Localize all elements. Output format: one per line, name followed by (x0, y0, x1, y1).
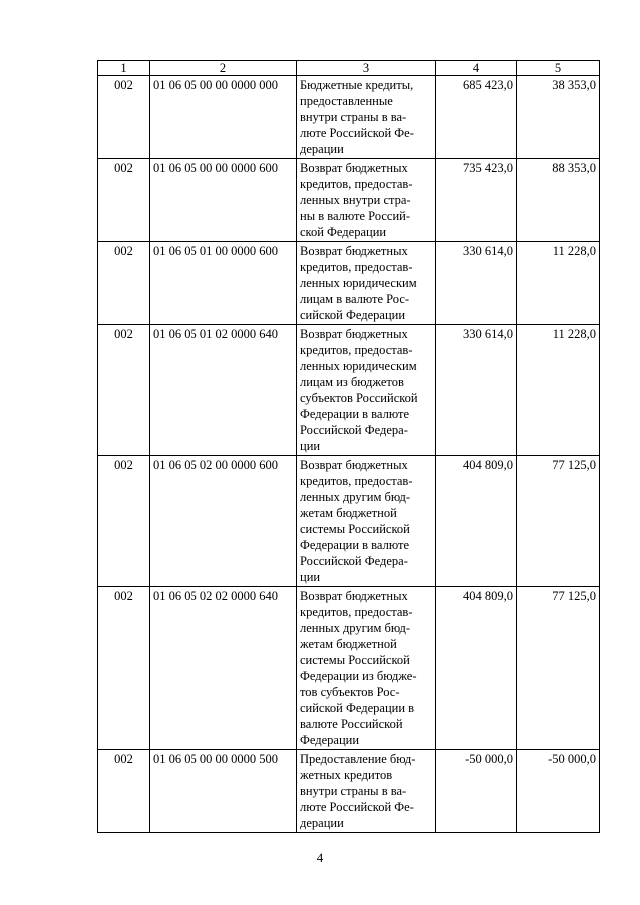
name-line: кредитов, предостав- (300, 605, 413, 619)
value-5-cell: 11 228,0 (517, 242, 600, 325)
name-line: дерации (300, 142, 344, 156)
name-line: дерации (300, 816, 344, 830)
value-4-cell: 735 423,0 (436, 159, 517, 242)
value-5-cell: 88 353,0 (517, 159, 600, 242)
name-line: кредитов, предостав- (300, 343, 413, 357)
name-line: Федерации (300, 733, 360, 747)
name-line: Федерации в валюте (300, 538, 410, 552)
value-5-cell: 11 228,0 (517, 325, 600, 456)
name-line: Возврат бюджетных (300, 589, 408, 603)
value-4-cell: 404 809,0 (436, 587, 517, 750)
value-4-cell: 330 614,0 (436, 325, 517, 456)
name-line: люте Российской Фе- (300, 800, 414, 814)
name-line: валюте Российской (300, 717, 403, 731)
name-line: сийской Федерации в (300, 701, 415, 715)
name-line: Бюджетные кредиты, (300, 78, 414, 92)
header-cell-3: 3 (297, 61, 436, 76)
table-row (98, 456, 600, 587)
name-line: Возврат бюджетных (300, 161, 408, 175)
name-line: жетам бюджетной (300, 637, 397, 651)
table-row (98, 750, 600, 833)
name-line: Российской Федера- (300, 423, 408, 437)
name-line: Российской Федера- (300, 554, 408, 568)
name-line: ленных юридическим (300, 276, 417, 290)
name-line: ленных внутри стра- (300, 193, 411, 207)
kbk-code-cell: 01 06 05 00 00 0000 000 (150, 76, 297, 159)
value-4-cell: -50 000,0 (436, 750, 517, 833)
name-line: Федерации в валюте (300, 407, 410, 421)
name-line: внутри страны в ва- (300, 784, 407, 798)
name-line: Возврат бюджетных (300, 244, 408, 258)
admin-code-cell: 002 (98, 76, 150, 159)
header-cell-2: 2 (150, 61, 297, 76)
admin-code-cell: 002 (98, 242, 150, 325)
admin-code-cell: 002 (98, 456, 150, 587)
value-4-cell: 404 809,0 (436, 456, 517, 587)
name-line: предоставленные (300, 94, 393, 108)
name-line: тов субъектов Рос- (300, 685, 400, 699)
kbk-code-cell: 01 06 05 01 00 0000 600 (150, 242, 297, 325)
name-line: кредитов, предостав- (300, 474, 413, 488)
name-line: ленных другим бюд- (300, 490, 411, 504)
name-line: Возврат бюджетных (300, 458, 408, 472)
name-line: жетных кредитов (300, 768, 393, 782)
table-row (98, 587, 600, 750)
name-line: ской Федерации (300, 225, 387, 239)
name-line: кредитов, предостав- (300, 260, 413, 274)
table-row (98, 325, 600, 456)
name-line: системы Российской (300, 653, 410, 667)
name-cell (297, 76, 436, 159)
page-number: 4 (316, 850, 324, 865)
name-line: субъектов Российской (300, 391, 418, 405)
admin-code-cell: 002 (98, 587, 150, 750)
name-cell (297, 325, 436, 456)
name-cell (297, 750, 436, 833)
name-cell (297, 242, 436, 325)
name-line: системы Российской (300, 522, 410, 536)
name-line: ции (300, 439, 321, 453)
kbk-code-cell: 01 06 05 00 00 0000 500 (150, 750, 297, 833)
name-line: ленных юридическим (300, 359, 417, 373)
table-row (98, 159, 600, 242)
value-5-cell: 77 125,0 (517, 587, 600, 750)
name-line: кредитов, предостав- (300, 177, 413, 191)
name-line: Федерации из бюдже- (300, 669, 417, 683)
name-line: внутри страны в ва- (300, 110, 407, 124)
name-line: Возврат бюджетных (300, 327, 408, 341)
name-line: лицам из бюджетов (300, 375, 404, 389)
header-row (98, 61, 600, 76)
value-5-cell: 77 125,0 (517, 456, 600, 587)
name-line: ции (300, 570, 321, 584)
value-4-cell: 685 423,0 (436, 76, 517, 159)
name-line: ны в валюте Россий- (300, 209, 411, 223)
kbk-code-cell: 01 06 05 02 02 0000 640 (150, 587, 297, 750)
name-cell (297, 159, 436, 242)
admin-code-cell: 002 (98, 159, 150, 242)
header-cell-4: 4 (436, 61, 517, 76)
admin-code-cell: 002 (98, 750, 150, 833)
table-body (98, 76, 600, 833)
value-4-cell: 330 614,0 (436, 242, 517, 325)
name-line: люте Российской Фе- (300, 126, 414, 140)
name-cell (297, 587, 436, 750)
kbk-code-cell: 01 06 05 02 00 0000 600 (150, 456, 297, 587)
table-row (98, 76, 600, 159)
admin-code-cell: 002 (98, 325, 150, 456)
name-line: жетам бюджетной (300, 506, 397, 520)
name-line: сийской Федерации (300, 308, 406, 322)
value-5-cell: 38 353,0 (517, 76, 600, 159)
header-cell-5: 5 (517, 61, 600, 76)
name-line: ленных другим бюд- (300, 621, 411, 635)
kbk-code-cell: 01 06 05 00 00 0000 600 (150, 159, 297, 242)
value-5-cell: -50 000,0 (517, 750, 600, 833)
table-row (98, 242, 600, 325)
kbk-code-cell: 01 06 05 01 02 0000 640 (150, 325, 297, 456)
name-line: лицам в валюте Рос- (300, 292, 410, 306)
budget-table (97, 60, 600, 833)
header-cell-1: 1 (98, 61, 150, 76)
name-cell (297, 456, 436, 587)
name-line: Предоставление бюд- (300, 752, 416, 766)
